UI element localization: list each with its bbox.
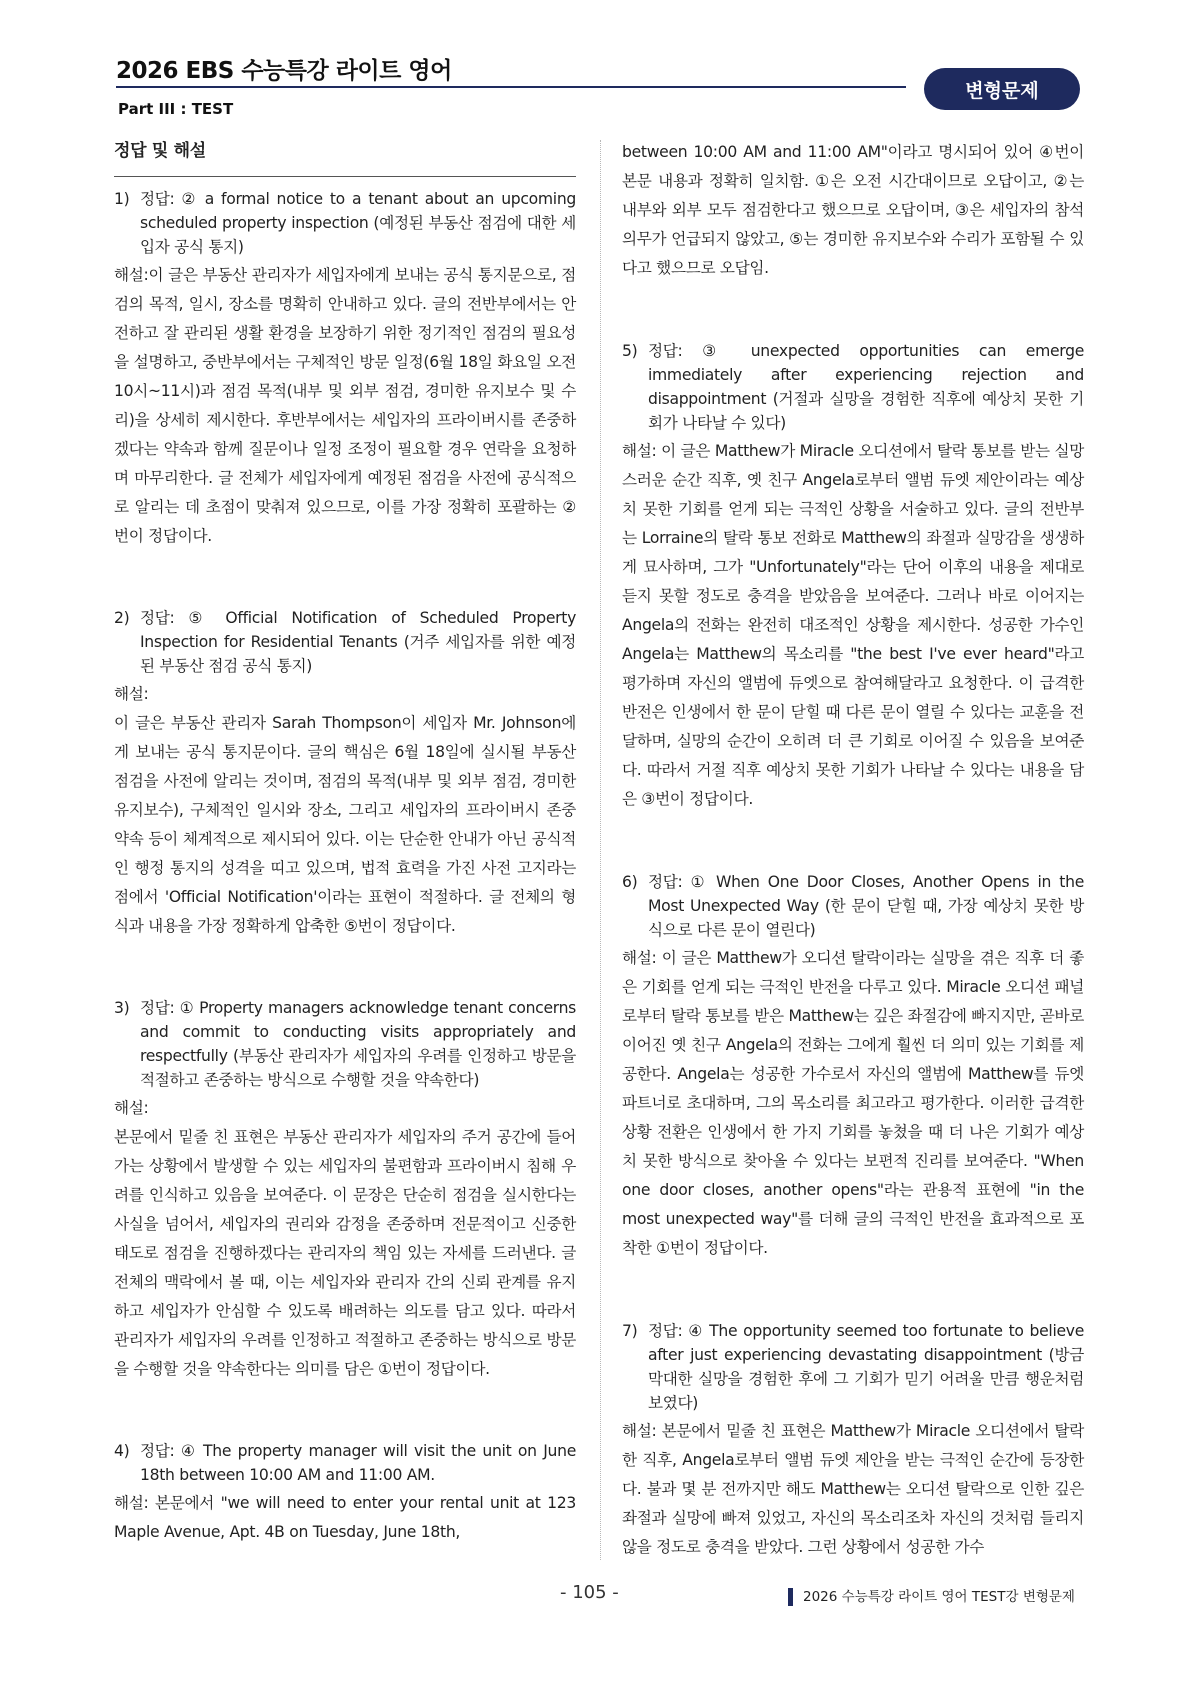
left-column bbox=[114, 138, 576, 1547]
header-badge: 변형문제 bbox=[924, 68, 1080, 110]
answer-text: 정답: ③ unexpected opportunities can emerge immediately after experiencing rejection and disappointment (거절과 실망을 경험한 직후에 예상치 못한 기회가 나타날 수 있다) bbox=[648, 342, 1084, 432]
explanation-label: 해설: bbox=[114, 1099, 149, 1117]
right-column bbox=[622, 138, 1084, 1562]
page-number: - 105 - bbox=[560, 1582, 619, 1603]
answer-line bbox=[622, 339, 1084, 435]
explanation-text: 해설: 이 글은 Matthew가 Miracle 오디션에서 탈락 통보를 받는 실망스러운 순간 직후, 옛 친구 Angela로부터 앨범 듀엣 제안이라는 예상치 못한 기회를 얻게 되는 극적인 상황을 서술하고 있다. 글의 전반부는 Lorraine의 탈락 통보 전화로 Matthew의 좌절과 실망감을 생생하게 묘사하며, 그가 "Unfortunately"라는 단어 이후의 내용을 제대로 듣지 못할 정도로 충격을 받았음을 보여준다. 그러나 바로 이어지는 Angela의 전화는 완전히 대조적인 상황을 제시한다. 성공한 가수인 Angela는 Matthew의 목소리를 "the best I've ever heard"라고 평가하며 자신의 앨범에 듀엣으로 참여해달라고 요청한다. 이 급격한 반전은 인생에서 한 문이 닫힐 때 다른 문이 열릴 수 있다는 교훈을 전달하며, 실망의 순간이 오히려 더 큰 기회로 이어질 수 있음을 보여준다. 따라서 거절 직후 예상치 못한 기회가 나타날 수 있다는 내용을 담은 ③번이 정답이다. bbox=[622, 442, 1084, 808]
section-title: 정답 및 해설 bbox=[114, 138, 576, 177]
answer-text: 정답: ④ The opportunity seemed too fortunate to believe after just experiencing devastating disappointment (방금 막대한 실망을 경험한 후에 그 기회가 믿기 어려울 만큼 행운처럼 보였다) bbox=[648, 1322, 1084, 1412]
explanation-text: 해설: 본문에서 "we will need to enter your rental unit at 123 Maple Avenue, Apt. 4B on Tuesday, June 18th, bbox=[114, 1494, 576, 1541]
answer-item-5 bbox=[622, 339, 1084, 814]
answer-item-3 bbox=[114, 996, 576, 1384]
header-title: 2026 EBS 수능특강 라이트 영어 bbox=[116, 58, 452, 84]
answer-text: 정답: ④ The property manager will visit the unit on June 18th between 10:00 AM and 11:00 AM. bbox=[140, 1442, 576, 1484]
answer-line bbox=[114, 187, 576, 259]
answer-text: 정답: ② a formal notice to a tenant about an upcoming scheduled property inspection (예정된 부동산 점검에 대한 세입자 공식 통지) bbox=[140, 190, 576, 256]
header-rule bbox=[116, 86, 906, 88]
explanation-text: 해설: 본문에서 밑줄 친 표현은 Matthew가 Miracle 오디션에서 탈락한 직후, Angela로부터 앨범 듀엣 제안을 받는 극적인 순간에 등장한다. 불과 몇 분 전까지만 해도 Matthew는 오디션 탈락으로 인한 깊은 좌절과 실망에 빠져 있었고, 자신의 목소리조차 자신의 것처럼 들리지 않을 정도로 충격을 받았다. 그런 상황에서 성공한 가수 bbox=[622, 1422, 1084, 1556]
item-number: 1) bbox=[114, 190, 130, 208]
item-number: 7) bbox=[622, 1322, 638, 1340]
answer-text: 정답: ① Property managers acknowledge tenant concerns and commit to conducting visits appropriately and respectfully (부동산 관리자가 세입자의 우려를 인정하고 방문을 적절하고 존중하는 방식으로 수행할 것을 약속한다) bbox=[140, 999, 576, 1089]
answer-text: 정답: ① When One Door Closes, Another Opens in the Most Unexpected Way (한 문이 닫힐 때, 가장 예상치 못한 방식으로 다른 문이 열린다) bbox=[648, 873, 1084, 939]
answer-line bbox=[622, 870, 1084, 942]
item-number: 6) bbox=[622, 873, 638, 891]
explanation-continuation: between 10:00 AM and 11:00 AM"이라고 명시되어 있어 ④번이 본문 내용과 정확히 일치함. ①은 오전 시간대이므로 오답이고, ②는 내부와 외부 모두 점검한다고 했으므로 오답이며, ③은 세입자의 참석 의무가 언급되지 않았고, ⑤는 경미한 유지보수와 수리가 포함될 수 있다고 했으므로 오답임. bbox=[622, 143, 1084, 277]
answer-item-7 bbox=[622, 1319, 1084, 1562]
answer-line bbox=[114, 1439, 576, 1487]
answer-text: 정답: ⑤ Official Notification of Scheduled Property Inspection for Residential Tenants (거주 세입자를 위한 예정된 부동산 점검 공식 통지) bbox=[140, 609, 576, 675]
answer-item-1 bbox=[114, 187, 576, 551]
explanation-text: 해설:이 글은 부동산 관리자가 세입자에게 보내는 공식 통지문으로, 점검의 목적, 일시, 장소를 명확히 안내하고 있다. 글의 전반부에서는 안전하고 잘 관리된 생활 환경을 보장하기 위한 정기적인 점검의 필요성을 설명하고, 중반부에서는 구체적인 방문 일정(6월 18일 화요일 오전 10시~11시)과 점검 목적(내부 및 외부 점검, 경미한 유지보수 및 수리)을 상세히 제시한다. 후반부에서는 세입자의 프라이버시를 존중하겠다는 약속과 함께 질문이나 일정 조정이 필요할 경우 연락을 요청하며 마무리한다. 글 전체가 세입자에게 예정된 점검을 사전에 공식적으로 알리는 데 초점이 맞춰져 있으므로, 이를 가장 정확히 포괄하는 ②번이 정답이다. bbox=[114, 266, 576, 545]
answer-item-6 bbox=[622, 870, 1084, 1263]
explanation-label: 해설: bbox=[114, 685, 149, 703]
answer-item-2 bbox=[114, 606, 576, 941]
explanation-text: 본문에서 밑줄 친 표현은 부동산 관리자가 세입자의 주거 공간에 들어가는 상황에서 발생할 수 있는 세입자의 불편함과 프라이버시 침해 우려를 인식하고 있음을 보여준다. 이 문장은 단순히 점검을 실시한다는 사실을 넘어서, 세입자의 권리와 감정을 존중하며 전문적이고 신중한 태도로 점검을 진행하겠다는 관리자의 책임 있는 자세를 드러낸다. 글 전체의 맥락에서 볼 때, 이는 세입자와 관리자 간의 신뢰 관계를 유지하고 세입자가 안심할 수 있도록 배려하는 의도를 담고 있다. 따라서 관리자가 세입자의 우려를 인정하고 적절하고 존중하는 방식으로 방문을 수행할 것을 약속한다는 의미를 담은 ①번이 정답이다. bbox=[114, 1128, 576, 1378]
explanation-text: 해설: 이 글은 Matthew가 오디션 탈락이라는 실망을 겪은 직후 더 좋은 기회를 얻게 되는 극적인 반전을 다루고 있다. Miracle 오디션 패널로부터 탈락 통보를 받은 Matthew는 깊은 좌절감에 빠지지만, 곧바로 이어진 옛 친구 Angela의 전화는 그에게 훨씬 더 의미 있는 기회를 제공한다. Angela는 성공한 가수로서 자신의 앨범에 Matthew를 듀엣 파트너로 초대하며, 그의 목소리를 최고라고 평가한다. 이러한 급격한 상황 전환은 인생에서 한 가지 기회를 놓쳤을 때 더 나은 기회가 예상치 못한 방식으로 찾아올 수 있다는 보편적 진리를 보여준다. "When one door closes, another opens"라는 관용적 표현에 "in the most unexpected way"를 더해 글의 극적인 반전을 효과적으로 포착한 ①번이 정답이다. bbox=[622, 949, 1084, 1257]
item-number: 5) bbox=[622, 342, 638, 360]
item-number: 2) bbox=[114, 609, 130, 627]
item-number: 4) bbox=[114, 1442, 130, 1460]
answer-line bbox=[114, 996, 576, 1092]
item-number: 3) bbox=[114, 999, 130, 1017]
answer-item-4 bbox=[114, 1439, 576, 1547]
explanation-text: 이 글은 부동산 관리자 Sarah Thompson이 세입자 Mr. Johnson에게 보내는 공식 통지문이다. 글의 핵심은 6월 18일에 실시될 부동산 점검을 사전에 알리는 것이며, 점검의 목적(내부 및 외부 점검, 경미한 유지보수), 구체적인 일시와 장소, 그리고 세입자의 프라이버시 존중 약속 등이 체계적으로 제시되어 있다. 이는 단순한 안내가 아닌 공식적인 행정 통지의 성격을 띠고 있으며, 법적 효력을 가진 사전 고지라는 점에서 'Official Notification'이라는 표현이 적절하다. 글 전체의 형식과 내용을 가장 정확하게 압축한 ⑤번이 정답이다. bbox=[114, 714, 576, 935]
part-label: Part III : TEST bbox=[118, 100, 234, 118]
answer-line bbox=[622, 1319, 1084, 1415]
answer-line bbox=[114, 606, 576, 678]
footer-label: 2026 수능특강 라이트 영어 TEST강 변형문제 bbox=[788, 1588, 1075, 1606]
column-divider bbox=[600, 140, 601, 1560]
